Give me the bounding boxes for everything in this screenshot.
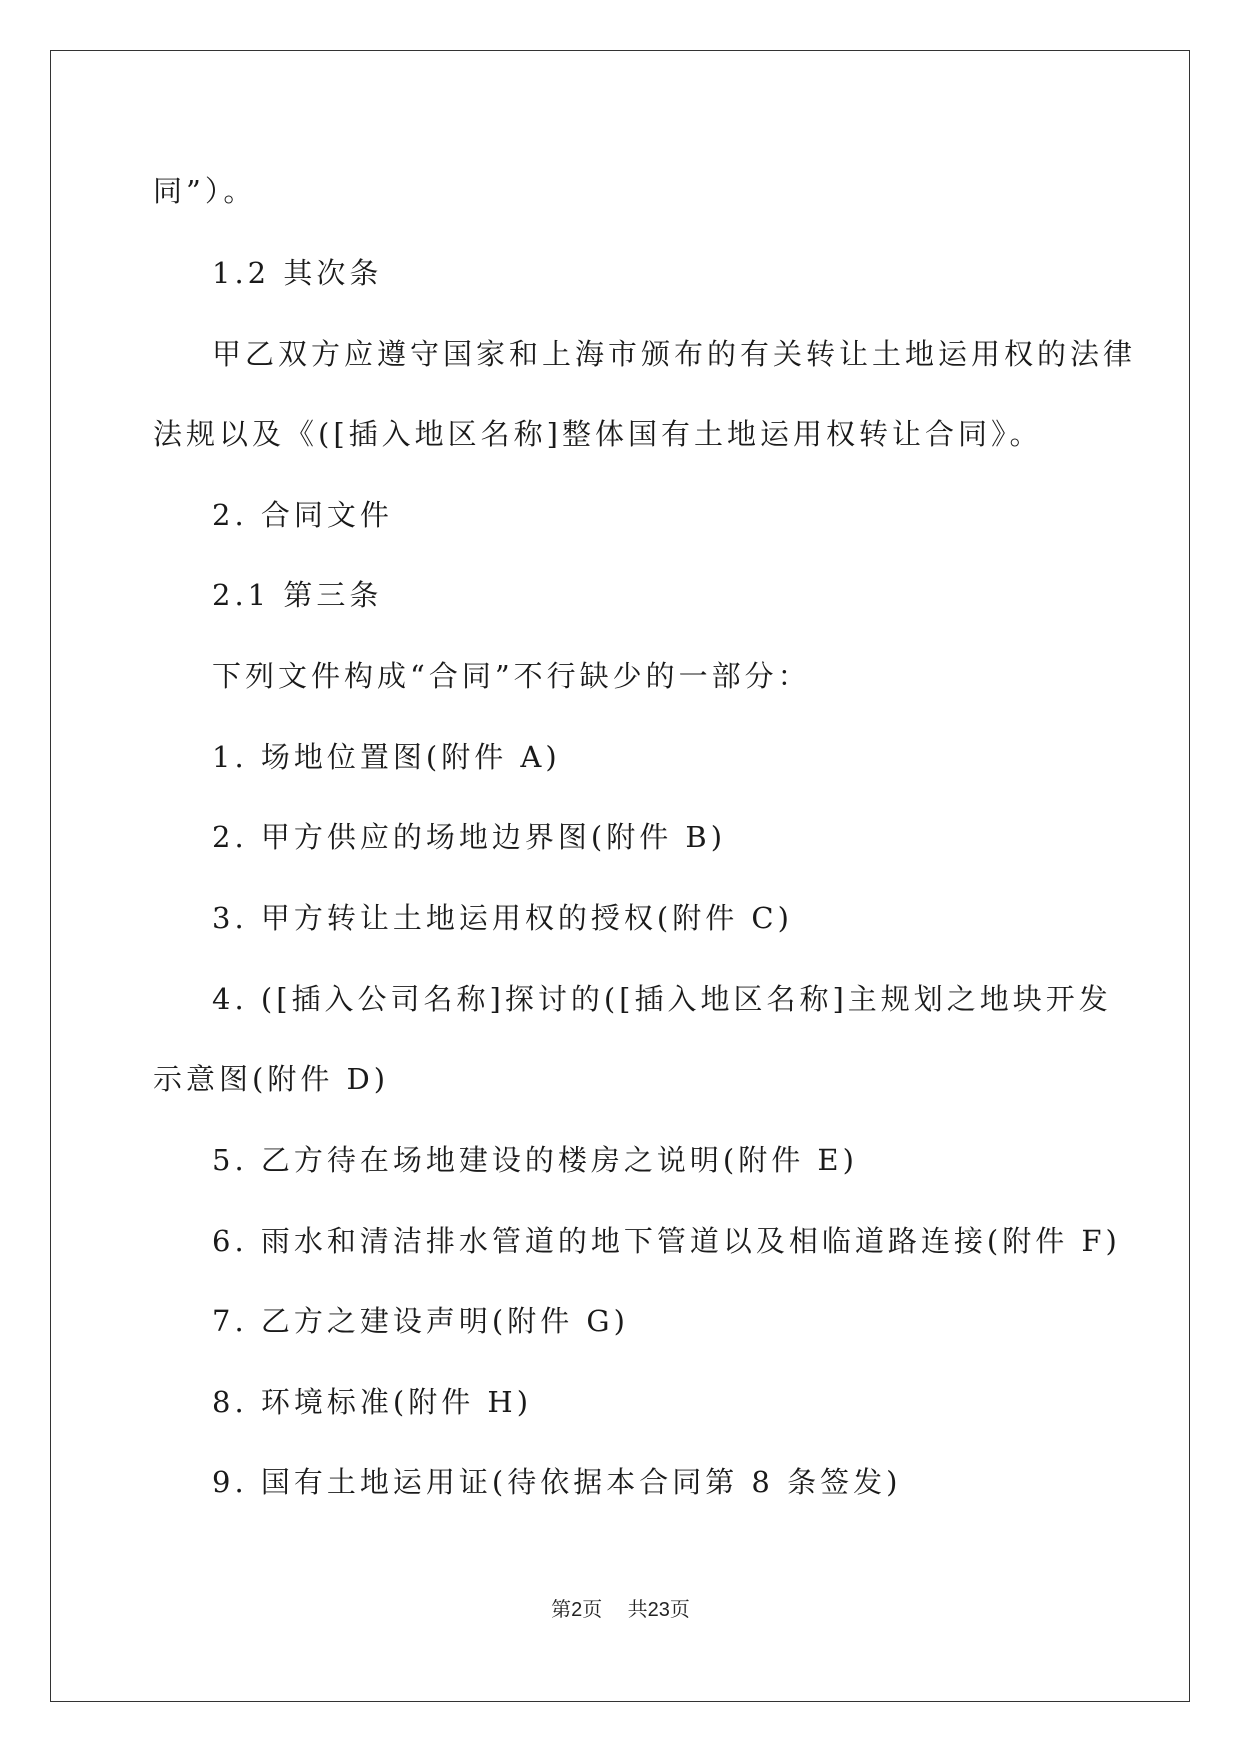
list-item: 3. 甲方转让土地运用权的授权(附件 C): [212, 901, 793, 935]
footer-total-prefix: 共: [627, 1597, 648, 1621]
page-footer: [0, 1593, 1241, 1622]
text-line: 甲乙双方应遵守国家和上海市颁布的有关转让土地运用权的法律: [212, 337, 1137, 371]
footer-page-number: 2: [571, 1599, 583, 1621]
footer-page-prefix: 第: [551, 1597, 572, 1621]
text-line: 下列文件构成“合同”不行缺少的一部分：: [212, 659, 811, 693]
text-line: 同”）。: [153, 174, 257, 208]
footer-total-pages: 23: [647, 1599, 670, 1621]
list-item: 1. 场地位置图(附件 A): [212, 740, 561, 774]
list-item: 7. 乙方之建设声明(附件 G): [212, 1304, 629, 1338]
list-item: 2. 甲方供应的场地边界图(附件 B): [212, 820, 727, 854]
footer-total-suffix: 页: [669, 1597, 690, 1621]
footer-page-suffix: 页: [582, 1597, 603, 1621]
list-item: 4. ([插入公司名称]探讨的([插入地区名称]主规划之地块开发: [212, 982, 1112, 1016]
list-item: 9. 国有土地运用证(待依据本合同第 8 条签发): [212, 1465, 902, 1499]
section-heading: 2.1 第三条: [212, 578, 383, 612]
page-border: [50, 50, 1190, 1702]
text-line: 法规以及《([插入地区名称]整体国有土地运用权转让合同》。: [153, 417, 1043, 451]
list-item: 6. 雨水和清洁排水管道的地下管道以及相临道路连接(附件 F): [212, 1224, 1121, 1258]
list-item: 8. 环境标准(附件 H): [212, 1385, 533, 1419]
list-item-continuation: 示意图(附件 D): [153, 1062, 390, 1096]
section-heading: 2. 合同文件: [212, 498, 393, 532]
section-heading: 1.2 其次条: [212, 256, 383, 290]
list-item: 5. 乙方待在场地建设的楼房之说明(附件 E): [212, 1143, 858, 1177]
